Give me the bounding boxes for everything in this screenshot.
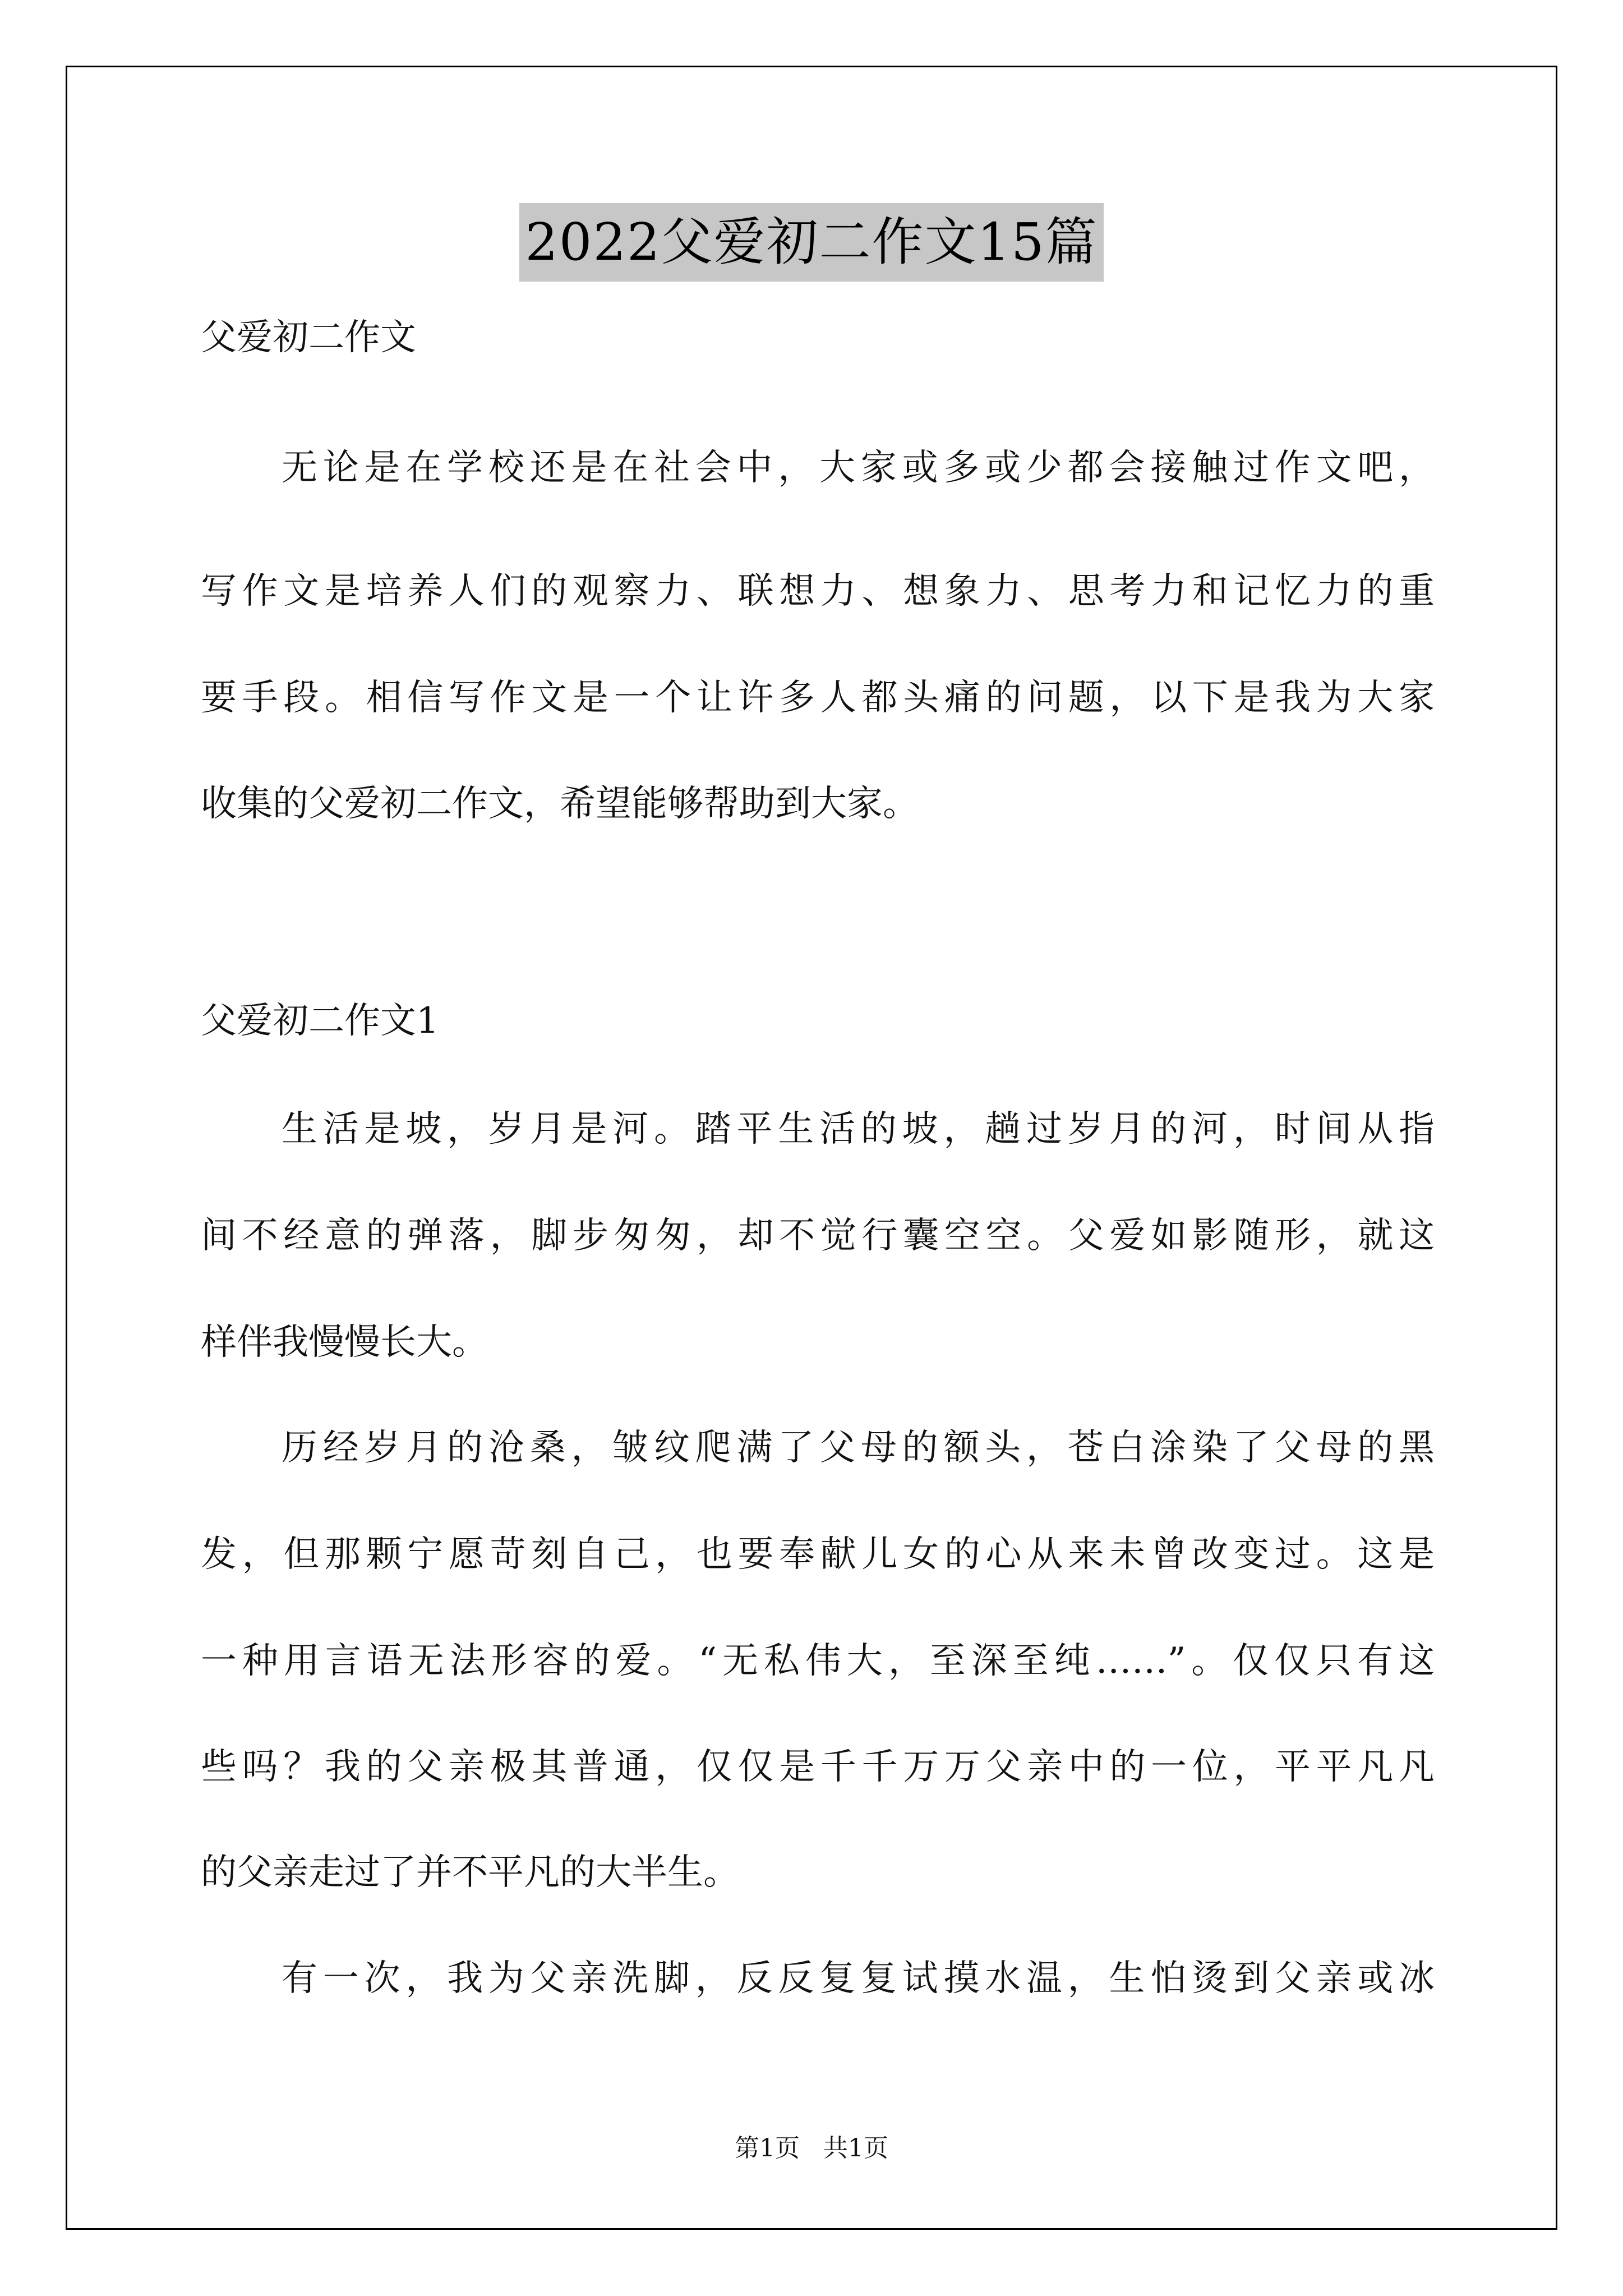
paragraph-line: 发，但那颗宁愿苛刻自己，也要奉献儿女的心从来未曾改变过。这是 bbox=[201, 1534, 1435, 1575]
intro-line: 无论是在学校还是在社会中，大家或多或少都会接触过作文吧， bbox=[282, 447, 1435, 489]
page-footer: 第1页 共1页 bbox=[735, 2134, 888, 2162]
section-heading-1: 父爱初二作文1 bbox=[201, 1000, 439, 1042]
section-heading-intro: 父爱初二作文 bbox=[201, 317, 416, 358]
paragraph-line: 历经岁月的沧桑，皱纹爬满了父母的额头，苍白涂染了父母的黑 bbox=[282, 1427, 1435, 1469]
document-title: 2022父爱初二作文15篇 bbox=[519, 203, 1103, 282]
intro-line: 要手段。相信写作文是一个让许多人都头痛的问题，以下是我为大家 bbox=[201, 677, 1435, 719]
paragraph-line: 间不经意的弹落，脚步匆匆，却不觉行囊空空。父爱如影随形，就这 bbox=[201, 1215, 1435, 1257]
paragraph-line: 一种用言语无法形容的爱。“无私伟大，至深至纯……”。仅仅只有这 bbox=[201, 1640, 1435, 1682]
paragraph-line: 的父亲走过了并不平凡的大半生。 bbox=[201, 1852, 739, 1893]
intro-line: 写作文是培养人们的观察力、联想力、想象力、思考力和记忆力的重 bbox=[201, 570, 1435, 612]
paragraph-line: 生活是坡，岁月是河。踏平生活的坡，趟过岁月的河，时间从指 bbox=[282, 1108, 1435, 1150]
paragraph-line: 样伴我慢慢长大。 bbox=[201, 1322, 488, 1363]
title-container bbox=[0, 203, 1623, 282]
paragraph-line: 有一次，我为父亲洗脚，反反复复试摸水温，生怕烫到父亲或冰 bbox=[282, 1958, 1435, 1999]
intro-line: 收集的父爱初二作文，希望能够帮助到大家。 bbox=[201, 783, 919, 825]
paragraph-line: 些吗？我的父亲极其普通，仅仅是千千万万父亲中的一位，平平凡凡 bbox=[201, 1746, 1435, 1788]
